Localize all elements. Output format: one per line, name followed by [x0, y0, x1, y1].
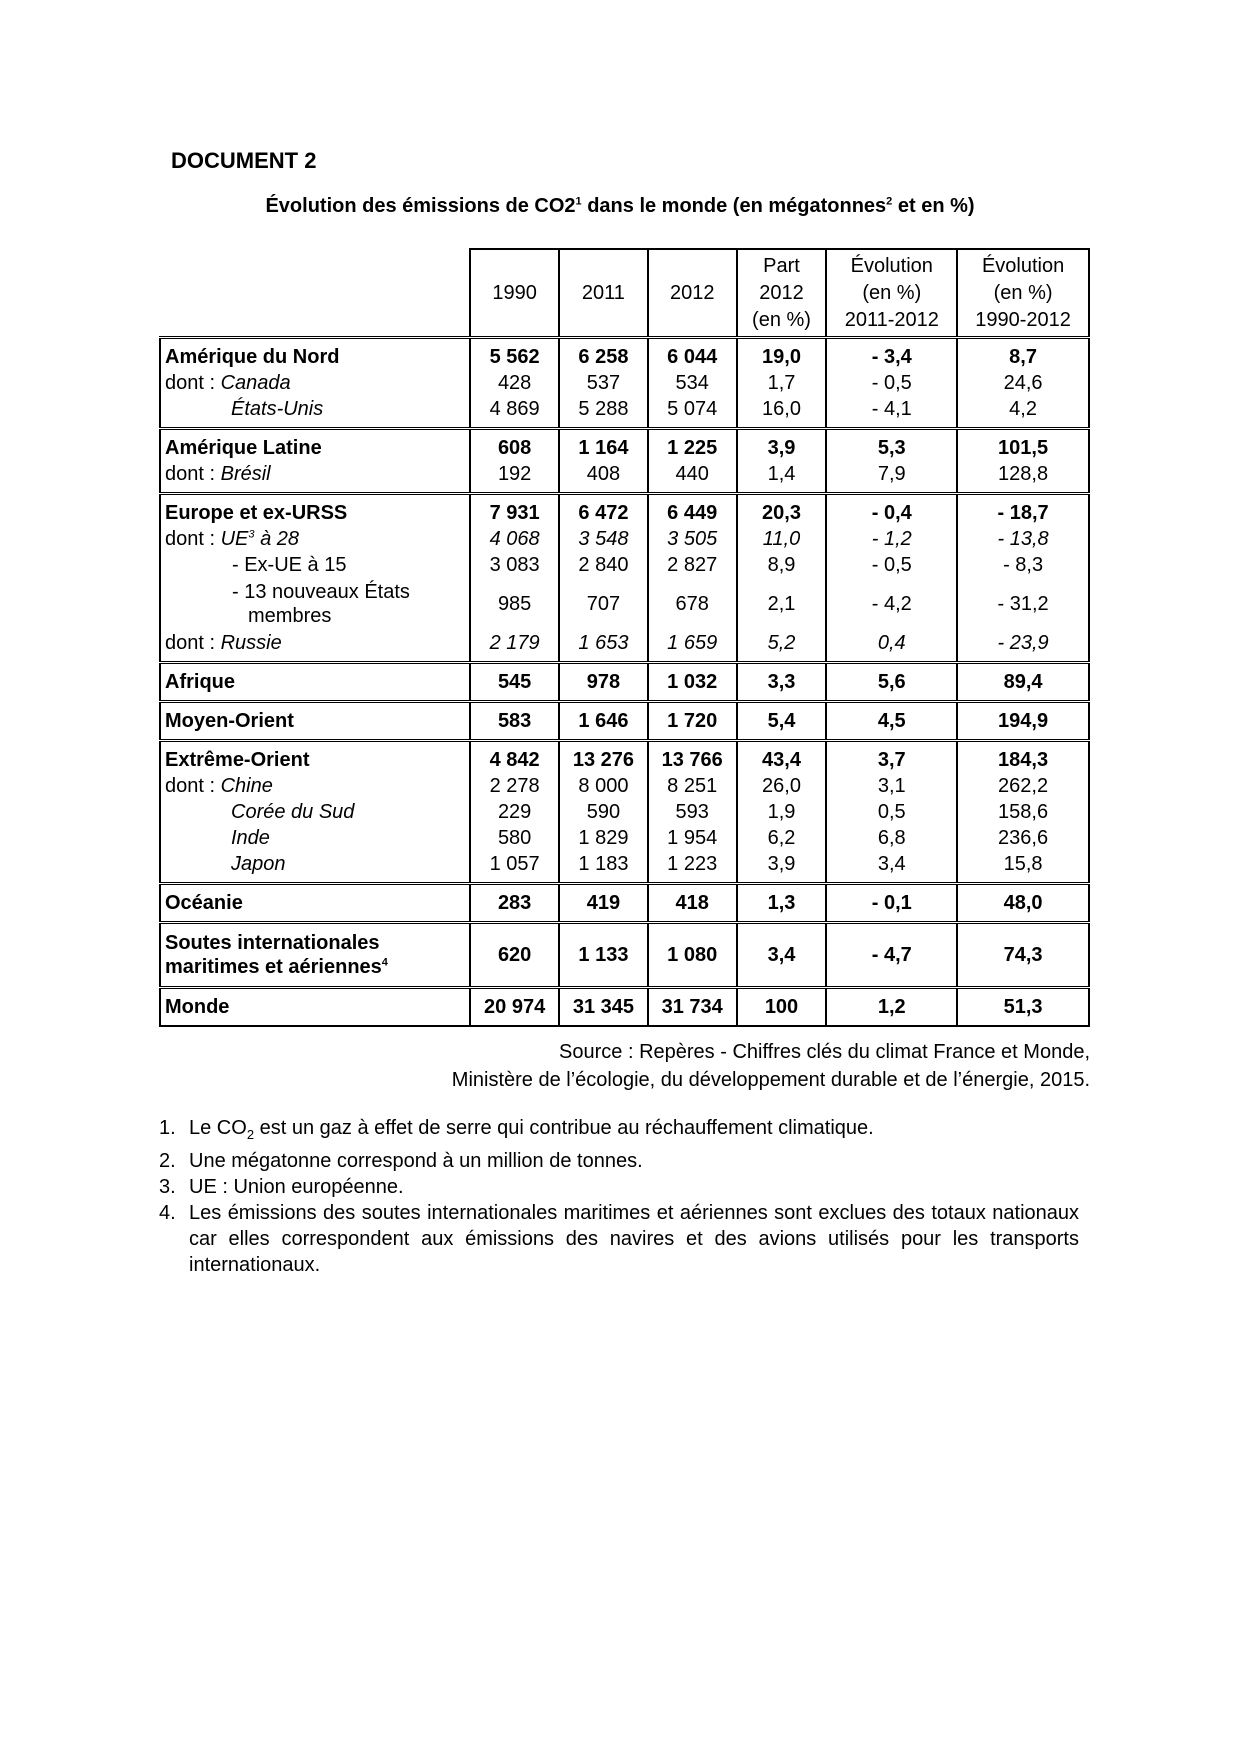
cell: 2 278 — [470, 773, 559, 799]
table-row — [160, 851, 1089, 884]
footnote: 2. Une mégatonne correspond à un million de tonnes. — [159, 1150, 643, 1172]
cell: - 13,8 — [957, 526, 1089, 552]
document-label: DOCUMENT 2 — [171, 148, 317, 173]
cell: 3,4 — [826, 851, 957, 884]
cell: 3,7 — [826, 741, 957, 774]
cell: 428 — [470, 370, 559, 396]
header-2012: 2012 — [648, 249, 737, 338]
cell: 1,2 — [826, 988, 957, 1027]
row-label: Moyen-Orient — [160, 702, 470, 741]
cell: - 4,1 — [826, 396, 957, 429]
cell: 20,3 — [737, 494, 827, 527]
cell: 1 057 — [470, 851, 559, 884]
table-row — [160, 396, 1089, 429]
cell: 8,7 — [957, 338, 1089, 371]
cell: 1 133 — [559, 923, 648, 988]
cell: 1 646 — [559, 702, 648, 741]
cell: 6,8 — [826, 825, 957, 851]
cell: 408 — [559, 461, 648, 494]
cell: - 18,7 — [957, 494, 1089, 527]
row-label: Corée du Sud — [160, 799, 470, 825]
cell: 608 — [470, 429, 559, 462]
group-amerique-latine — [160, 429, 1089, 494]
table-row — [160, 578, 1089, 630]
cell: - 4,7 — [826, 923, 957, 988]
footnote: 4. Les émissions des soutes internationales maritimes et aériennes sont exclues des totaux nationaux car elles correspondent aux émissions des navires et des avions utilisés pour les transports internationaux. — [159, 1202, 1079, 1276]
cell: - 8,3 — [957, 552, 1089, 578]
cell: 6 258 — [559, 338, 648, 371]
footnotes — [159, 1115, 1079, 1278]
row-label: Océanie — [160, 884, 470, 923]
cell: 590 — [559, 799, 648, 825]
cell: 3 548 — [559, 526, 648, 552]
row-label: dont : $UE^3$ à 28 — [160, 526, 470, 552]
cell: 440 — [648, 461, 737, 494]
cell: 3,1 — [826, 773, 957, 799]
footnote: 1. Le $CO_2$ est un gaz à effet de serre qui contribue au réchauffement climatique. — [159, 1117, 874, 1142]
cell: 5 562 — [470, 338, 559, 371]
source-citation — [452, 1038, 1090, 1094]
row-label: États-Unis — [160, 396, 470, 429]
cell: 1,9 — [737, 799, 827, 825]
cell: 985 — [470, 578, 559, 630]
group-amerique-du-nord — [160, 338, 1089, 429]
row-label: Europe et ex-URSS — [160, 494, 470, 527]
table-row — [160, 923, 1089, 988]
cell: 678 — [648, 578, 737, 630]
cell: 51,3 — [957, 988, 1089, 1027]
cell: 43,4 — [737, 741, 827, 774]
cell: 20 974 — [470, 988, 559, 1027]
cell: 1,4 — [737, 461, 827, 494]
row-label: Amérique du Nord — [160, 338, 470, 371]
row-label: dont : Chine — [160, 773, 470, 799]
header-evolution-2011-2012: Évolution (en %) 2011-2012 — [826, 249, 957, 338]
group-afrique — [160, 663, 1089, 702]
cell: 0,4 — [826, 630, 957, 663]
table-title: Évolution des émissions de $CO2^1$ dans le monde (en mégatonnes$^2$ et en %) — [265, 195, 975, 217]
cell: 184,3 — [957, 741, 1089, 774]
cell: - 0,4 — [826, 494, 957, 527]
cell: 4,5 — [826, 702, 957, 741]
table-row — [160, 338, 1089, 371]
cell: 620 — [470, 923, 559, 988]
cell: 262,2 — [957, 773, 1089, 799]
header-2011: 2011 — [559, 249, 648, 338]
row-label: dont : Russie — [160, 630, 470, 663]
cell: 7,9 — [826, 461, 957, 494]
cell: 1 225 — [648, 429, 737, 462]
cell: 1 829 — [559, 825, 648, 851]
table-row — [160, 884, 1089, 923]
cell: 5,3 — [826, 429, 957, 462]
table-row — [160, 526, 1089, 552]
cell: 2,1 — [737, 578, 827, 630]
cell: 6,2 — [737, 825, 827, 851]
cell: 194,9 — [957, 702, 1089, 741]
row-label: - Ex-UE à 15 — [160, 552, 470, 578]
cell: 8,9 — [737, 552, 827, 578]
cell: 534 — [648, 370, 737, 396]
cell: 3,9 — [737, 429, 827, 462]
footnote: 3. UE : Union européenne. — [159, 1176, 404, 1198]
cell: 24,6 — [957, 370, 1089, 396]
cell: 229 — [470, 799, 559, 825]
cell: 236,6 — [957, 825, 1089, 851]
group-moyen-orient — [160, 702, 1089, 741]
cell: 5,6 — [826, 663, 957, 702]
cell: 158,6 — [957, 799, 1089, 825]
cell: - 0,5 — [826, 552, 957, 578]
cell: 5 074 — [648, 396, 737, 429]
cell: 707 — [559, 578, 648, 630]
cell: 89,4 — [957, 663, 1089, 702]
cell: 8 251 — [648, 773, 737, 799]
cell: 6 044 — [648, 338, 737, 371]
cell: 537 — [559, 370, 648, 396]
cell: 1 954 — [648, 825, 737, 851]
cell: 3,9 — [737, 851, 827, 884]
table-row — [160, 799, 1089, 825]
source-line: Source : Repères - Chiffres clés du climat France et Monde, — [559, 1041, 1090, 1063]
header-part-2012: Part 2012 (en %) — [737, 249, 827, 338]
cell: - 23,9 — [957, 630, 1089, 663]
table-row — [160, 630, 1089, 663]
cell: 4,2 — [957, 396, 1089, 429]
cell: 5,2 — [737, 630, 827, 663]
row-label: dont : Canada — [160, 370, 470, 396]
cell: - 1,2 — [826, 526, 957, 552]
row-label: Afrique — [160, 663, 470, 702]
row-label: - 13 nouveaux États membres — [160, 578, 470, 630]
cell: 593 — [648, 799, 737, 825]
cell: 31 345 — [559, 988, 648, 1027]
row-label: dont : Brésil — [160, 461, 470, 494]
cell: 4 869 — [470, 396, 559, 429]
cell: - 31,2 — [957, 578, 1089, 630]
cell: 13 766 — [648, 741, 737, 774]
cell: 1,7 — [737, 370, 827, 396]
cell: 7 931 — [470, 494, 559, 527]
header-row — [160, 249, 1089, 338]
cell: 580 — [470, 825, 559, 851]
cell: 11,0 — [737, 526, 827, 552]
cell: 8 000 — [559, 773, 648, 799]
header-evolution-1990-2012: Évolution (en %) 1990-2012 — [957, 249, 1089, 338]
table-row — [160, 741, 1089, 774]
source-line: Ministère de l’écologie, du développement durable et de l’énergie, 2015. — [451, 1069, 1090, 1091]
header-1990: 1990 — [470, 249, 559, 338]
row-label: Monde — [160, 988, 470, 1027]
cell: 1 223 — [648, 851, 737, 884]
row-label: Extrême-Orient — [160, 741, 470, 774]
cell: 19,0 — [737, 338, 827, 371]
table-row — [160, 702, 1089, 741]
cell: 13 276 — [559, 741, 648, 774]
group-extreme-orient — [160, 741, 1089, 884]
header-empty — [160, 249, 470, 338]
cell: 6 472 — [559, 494, 648, 527]
cell: 128,8 — [957, 461, 1089, 494]
cell: - 0,5 — [826, 370, 957, 396]
row-label: Amérique Latine — [160, 429, 470, 462]
row-label: Soutes internationales maritimes et aériennes$^4$ — [160, 923, 470, 988]
cell: 5,4 — [737, 702, 827, 741]
group-monde — [160, 988, 1089, 1027]
cell: 1 720 — [648, 702, 737, 741]
cell: - 0,1 — [826, 884, 957, 923]
table-row — [160, 773, 1089, 799]
table-row — [160, 461, 1089, 494]
table-row — [160, 494, 1089, 527]
cell: 1 080 — [648, 923, 737, 988]
cell: 74,3 — [957, 923, 1089, 988]
cell: 1 032 — [648, 663, 737, 702]
cell: 192 — [470, 461, 559, 494]
cell: 16,0 — [737, 396, 827, 429]
cell: 6 449 — [648, 494, 737, 527]
cell: 2 179 — [470, 630, 559, 663]
cell: 583 — [470, 702, 559, 741]
cell: 3 505 — [648, 526, 737, 552]
cell: 0,5 — [826, 799, 957, 825]
cell: 3,3 — [737, 663, 827, 702]
table-row — [160, 825, 1089, 851]
row-label: Inde — [160, 825, 470, 851]
table-row — [160, 370, 1089, 396]
table-row — [160, 552, 1089, 578]
cell: 419 — [559, 884, 648, 923]
cell: 1 183 — [559, 851, 648, 884]
cell: 15,8 — [957, 851, 1089, 884]
cell: 3,4 — [737, 923, 827, 988]
cell: 48,0 — [957, 884, 1089, 923]
cell: 3 083 — [470, 552, 559, 578]
cell: - 4,2 — [826, 578, 957, 630]
cell: 1 659 — [648, 630, 737, 663]
cell: 101,5 — [957, 429, 1089, 462]
cell: 5 288 — [559, 396, 648, 429]
cell: 1,3 — [737, 884, 827, 923]
cell: 2 827 — [648, 552, 737, 578]
cell: 31 734 — [648, 988, 737, 1027]
table-row — [160, 429, 1089, 462]
emissions-table — [159, 248, 1090, 1027]
group-oceanie — [160, 884, 1089, 923]
table-row — [160, 988, 1089, 1027]
cell: 545 — [470, 663, 559, 702]
cell: - 3,4 — [826, 338, 957, 371]
cell: 26,0 — [737, 773, 827, 799]
cell: 4 842 — [470, 741, 559, 774]
group-soutes — [160, 923, 1089, 988]
table-row — [160, 663, 1089, 702]
row-label: Japon — [160, 851, 470, 884]
cell: 100 — [737, 988, 827, 1027]
cell: 418 — [648, 884, 737, 923]
cell: 2 840 — [559, 552, 648, 578]
cell: 1 164 — [559, 429, 648, 462]
group-europe — [160, 494, 1089, 663]
cell: 1 653 — [559, 630, 648, 663]
cell: 283 — [470, 884, 559, 923]
cell: 978 — [559, 663, 648, 702]
cell: 4 068 — [470, 526, 559, 552]
